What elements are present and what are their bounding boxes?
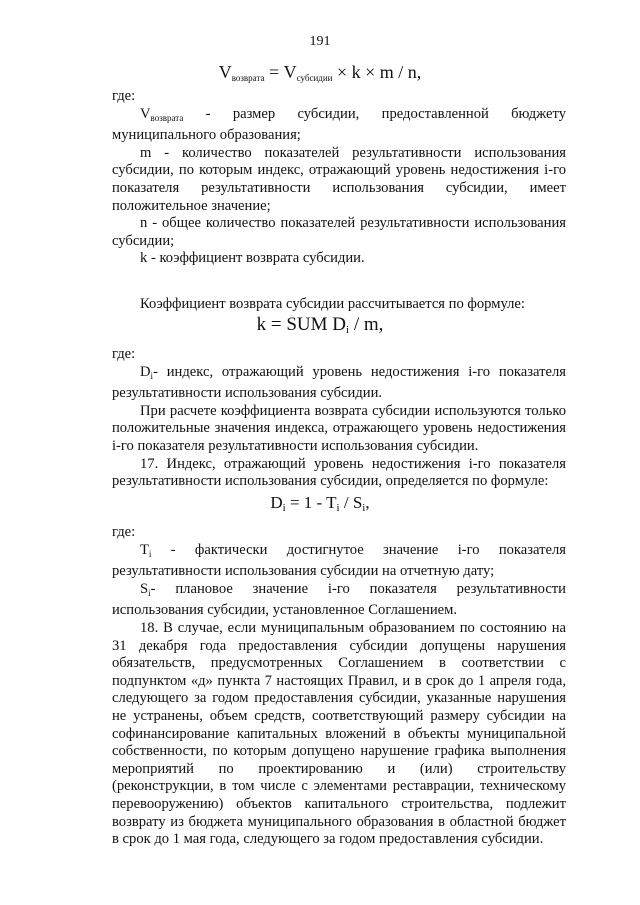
- formula-part: D: [270, 493, 283, 512]
- formula-part: ,: [365, 493, 370, 512]
- formula-part: / m,: [349, 314, 384, 335]
- def-subscript: i: [150, 370, 154, 381]
- def-text: - плановое значение i-го показателя результативности использования субсидии, установленное Соглашением.: [112, 580, 566, 619]
- formula-subscript: i: [282, 502, 286, 514]
- def-subscript: возврата: [150, 112, 184, 123]
- definition-s: [112, 581, 566, 620]
- page-number: 191: [309, 34, 331, 49]
- def-symbol: D: [140, 363, 151, 380]
- def-text: - фактически достигнутое значение i-го показателя результативности использования субсидии на отчетную дату;: [112, 541, 566, 580]
- formula-part: / S: [339, 493, 363, 512]
- def-symbol: V: [140, 105, 151, 122]
- definition-v: [112, 106, 566, 145]
- def-text: - размер субсидии, предоставленной бюджету муниципального образования;: [112, 105, 566, 144]
- definition-t: [112, 542, 566, 581]
- definition-n: n - общее количество показателей результативности использования субсидии;: [112, 215, 566, 249]
- formula-subscript: субсидии: [296, 73, 333, 83]
- definition-d: [112, 364, 566, 403]
- paragraph-18: 18. В случае, если муниципальным образованием по состоянию на 31 декабря года предоставления субсидии допущены нарушения обязательств, предусмотренных Соглашением в соответствии с подпунктом «д» пункта 7 настоящих Правил, и в срок до 1 апреля года, следующего за годом предоставления субсидии, указанные нарушения не устранены, объем средств, соответствующий размеру субсидии на софинансирование капитальных вложений в объекты муниципальной собственности, по которым допущено нарушение графика выполнения мероприятий по проектированию и (или) строительству (реконструкции, в том числе с элементами реставрации, техническому перевооружению) объектов капитального строительства, подлежит возврату из бюджета муниципального образования в областной бюджет в срок до 1 мая года, следующего за годом предоставления субсидии.: [112, 619, 566, 848]
- formula-symbol: V: [283, 62, 297, 82]
- formula-symbol: V: [218, 62, 232, 82]
- formula-part: = 1 - T: [285, 493, 337, 512]
- paragraph-calc: При расчете коэффициента возврата субсидии используются только положительные значения индекса, отражающего уровень недостижения i-го показателя результативности использования субсидии.: [112, 402, 566, 454]
- formula-subscript: i: [336, 502, 340, 514]
- formula-subscript: i: [362, 502, 366, 514]
- formula-part: k = SUM D: [256, 314, 346, 335]
- formula-subscript: возврата: [231, 73, 265, 83]
- where-label: где:: [112, 88, 136, 104]
- definitions-block-2: [112, 346, 566, 491]
- paragraph-17: 17. Индекс, отражающий уровень недостижения i-го показателя результативности использования субсидии, определяется по формуле:: [112, 455, 566, 490]
- definition-k: k - коэффициент возврата субсидии.: [140, 250, 365, 267]
- where-label: где:: [112, 346, 136, 362]
- formula-coefficient: [0, 314, 640, 336]
- coefficient-intro: Коэффициент возврата субсидии рассчитывается по формуле:: [140, 295, 525, 312]
- formula-return-volume: [0, 62, 640, 83]
- definition-m: m - количество показателей результативности использования субсидии, по которым индекс, отражающий уровень недостижения i-го показателя результативности использования субсидии, имеет положительное значение;: [112, 144, 566, 214]
- def-text: - индекс, отражающий уровень недостижения i-го показателя результативности использования субсидии.: [112, 363, 566, 402]
- formula-operator: =: [264, 62, 284, 82]
- def-symbol: T: [140, 541, 149, 558]
- def-subscript: i: [148, 587, 151, 598]
- formula-index: [0, 493, 640, 514]
- definitions-block-3: [112, 524, 566, 849]
- def-subscript: i: [148, 548, 152, 559]
- where-label: где:: [112, 524, 136, 540]
- formula-tail: × k × m / n,: [332, 62, 422, 82]
- spacer: [112, 268, 566, 296]
- definitions-block-1: [112, 88, 566, 314]
- def-symbol: S: [140, 580, 149, 597]
- formula-subscript: i: [346, 324, 350, 336]
